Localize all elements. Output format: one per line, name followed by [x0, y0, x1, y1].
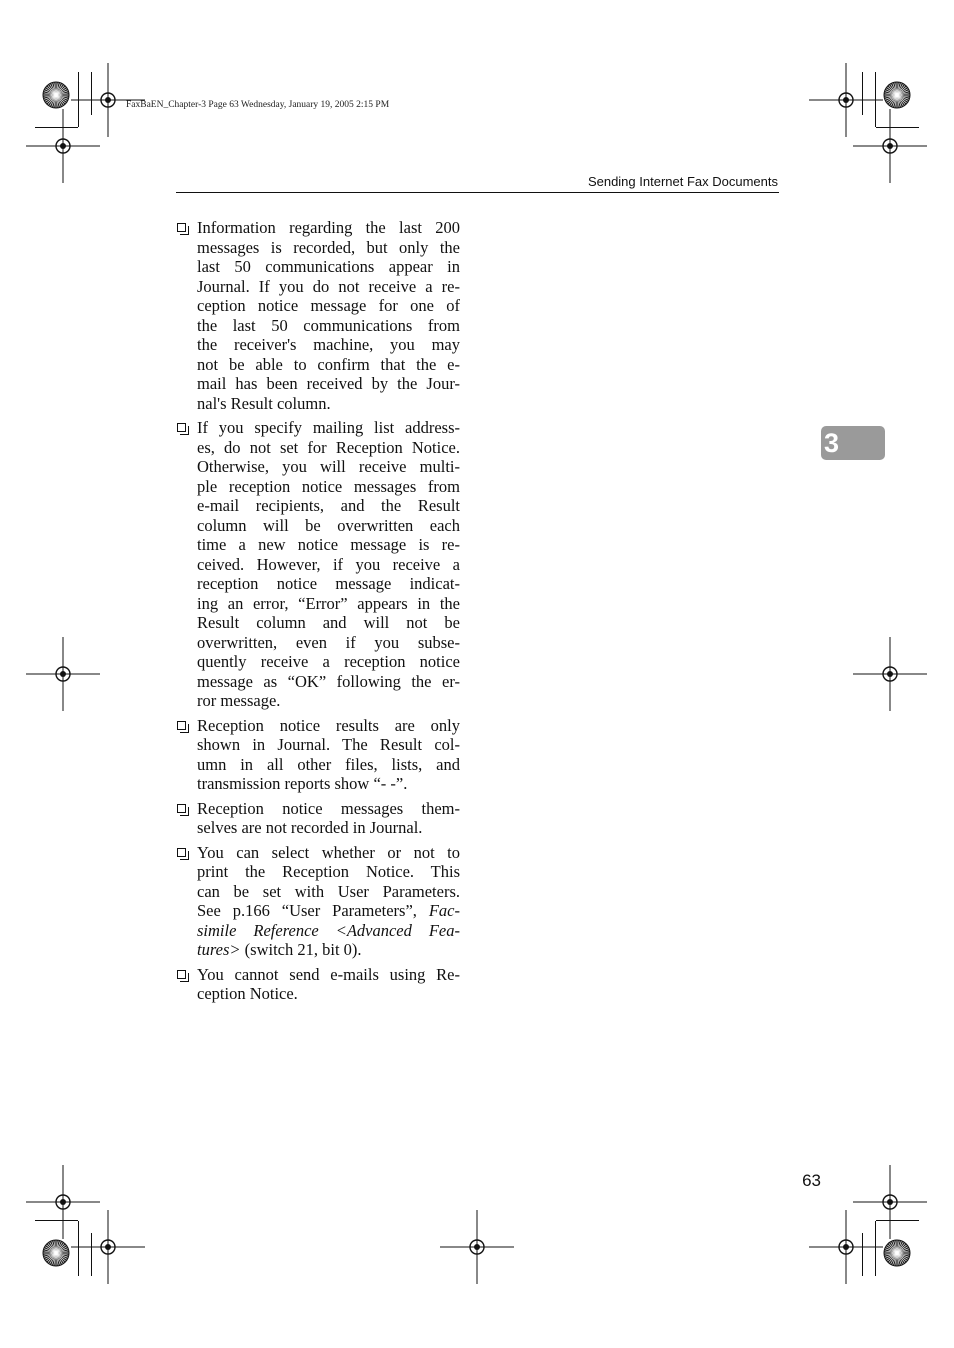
crosshair-icon	[71, 1210, 145, 1284]
text-segment: ceived. However, if you receive a	[197, 554, 460, 574]
crop-line	[91, 1233, 92, 1276]
crop-line	[35, 127, 78, 128]
note-line	[197, 555, 460, 575]
note-item	[176, 965, 460, 1004]
crop-line	[875, 1221, 876, 1276]
crosshair-icon	[26, 637, 100, 711]
note-line	[197, 477, 460, 497]
starburst-icon	[883, 1239, 911, 1267]
note-line	[197, 755, 460, 775]
note-line	[197, 496, 460, 516]
text-segment: ple reception notice messages from	[197, 476, 460, 496]
text-segment: Journal. If you do not receive a re-	[197, 276, 460, 296]
note-line	[197, 818, 460, 838]
note-line	[197, 394, 460, 414]
text-segment: message as “OK” following the er-	[197, 671, 460, 691]
crosshair-icon	[26, 109, 100, 183]
text-segment: messages is recorded, but only the	[197, 237, 460, 257]
note-line	[197, 535, 460, 555]
note-checkbox-shadow	[180, 226, 189, 235]
note-line	[197, 691, 460, 711]
text-segment: time a new notice message is re-	[197, 535, 460, 554]
text-segment: tures>	[197, 940, 241, 959]
crosshair-icon	[440, 1210, 514, 1284]
note-line	[197, 438, 460, 458]
text-segment: Result column and will not be	[197, 613, 460, 632]
text-segment: e-mail recipients, and the Result	[197, 496, 460, 515]
running-header: Sending Internet Fax Documents	[587, 174, 778, 189]
text-segment: nal's Result column.	[197, 393, 331, 413]
crop-line	[862, 1233, 863, 1276]
note-line	[197, 940, 460, 960]
crop-line	[876, 1220, 919, 1221]
note-item	[176, 843, 460, 960]
crop-line	[862, 72, 863, 115]
note-line	[197, 882, 460, 902]
note-item	[176, 799, 460, 838]
notes-list	[176, 218, 460, 1009]
text-segment: ror message.	[197, 691, 281, 710]
text-segment: the receiver's machine, you may	[197, 335, 460, 354]
text-segment: If you specify mailing list address-	[197, 418, 460, 437]
note-line	[197, 418, 460, 438]
text-segment: Otherwise, you will receive multi-	[197, 457, 460, 476]
crosshair-icon	[853, 109, 927, 183]
note-line	[197, 374, 460, 394]
note-line	[197, 843, 460, 863]
crop-line	[876, 127, 919, 128]
crop-line	[78, 72, 79, 127]
note-line	[197, 984, 460, 1004]
print-slug: FaxBaEN_Chapter-3 Page 63 Wednesday, January 19, 2005 2:15 PM	[126, 100, 390, 110]
text-segment: Reception notice messages them-	[197, 798, 460, 818]
note-line	[197, 901, 460, 921]
note-line	[197, 355, 460, 375]
text-segment: column will be overwritten each	[197, 515, 460, 535]
note-line	[197, 516, 460, 536]
starburst-icon	[42, 1239, 70, 1267]
text-segment: can be set with User Parameters.	[197, 881, 460, 901]
note-checkbox-shadow	[180, 724, 189, 733]
starburst-icon	[42, 81, 70, 109]
crop-line	[78, 1221, 79, 1276]
note-checkbox-shadow	[180, 851, 189, 860]
text-segment: print the Reception Notice. This	[197, 862, 460, 881]
text-segment: reception notice message indicat-	[197, 574, 460, 593]
note-line	[197, 594, 460, 614]
crosshair-icon	[853, 637, 927, 711]
note-line	[197, 257, 460, 277]
note-checkbox-shadow	[180, 973, 189, 982]
note-line	[197, 296, 460, 316]
page-number: 63	[802, 1171, 821, 1190]
text-segment: shown in Journal. The Result col-	[197, 735, 460, 754]
text-segment: umn in all other files, lists, and	[197, 754, 460, 774]
note-item	[176, 716, 460, 794]
text-segment: not be able to confirm that the e-	[197, 354, 460, 374]
note-line	[197, 921, 460, 941]
text-segment: simile Reference <Advanced Fea-	[197, 920, 460, 940]
chapter-tab: 3	[821, 426, 885, 460]
note-item	[176, 218, 460, 413]
text-segment: es, do not set for Reception Notice.	[197, 437, 460, 457]
text-segment: quently receive a reception notice	[197, 652, 460, 671]
text-segment: Reception notice results are only	[197, 715, 460, 735]
note-line	[197, 735, 460, 755]
text-segment: ception Notice.	[197, 984, 298, 1003]
crosshair-icon	[809, 1210, 883, 1284]
text-segment: selves are not recorded in Journal.	[197, 818, 423, 837]
note-line	[197, 335, 460, 355]
text-segment: See p.166 “User Parameters”,	[197, 901, 429, 920]
header-rule	[176, 192, 779, 193]
text-segment: last 50 communications appear in	[197, 257, 460, 276]
note-line	[197, 218, 460, 238]
note-line	[197, 799, 460, 819]
text-segment: ing an error, “Error” appears in the	[197, 593, 460, 613]
starburst-icon	[883, 81, 911, 109]
text-segment: transmission reports show “- -”.	[197, 774, 408, 793]
note-line	[197, 316, 460, 336]
text-segment: You cannot send e-mails using Re-	[197, 964, 460, 984]
text-segment: Fac-	[428, 901, 460, 920]
note-line	[197, 574, 460, 594]
text-segment: You can select whether or not to	[197, 842, 460, 862]
note-checkbox-shadow	[180, 807, 189, 816]
note-line	[197, 862, 460, 882]
note-line	[197, 774, 460, 794]
note-line	[197, 652, 460, 672]
text-segment: Information regarding the last 200	[197, 218, 460, 237]
note-line	[197, 457, 460, 477]
text-segment: (switch 21, bit 0).	[240, 940, 362, 959]
text-segment: ception notice message for one of	[197, 296, 460, 315]
note-line	[197, 965, 460, 985]
note-line	[197, 277, 460, 297]
note-line	[197, 238, 460, 258]
crop-line	[91, 72, 92, 115]
note-line	[197, 716, 460, 736]
text-segment: the last 50 communications from	[197, 315, 460, 335]
text-segment: overwritten, even if you subse-	[197, 632, 460, 652]
crop-line	[875, 72, 876, 127]
crop-line	[35, 1220, 78, 1221]
note-line	[197, 633, 460, 653]
note-line	[197, 613, 460, 633]
note-line	[197, 672, 460, 692]
text-segment: mail has been received by the Jour-	[197, 374, 460, 393]
note-item	[176, 418, 460, 711]
note-checkbox-shadow	[180, 426, 189, 435]
